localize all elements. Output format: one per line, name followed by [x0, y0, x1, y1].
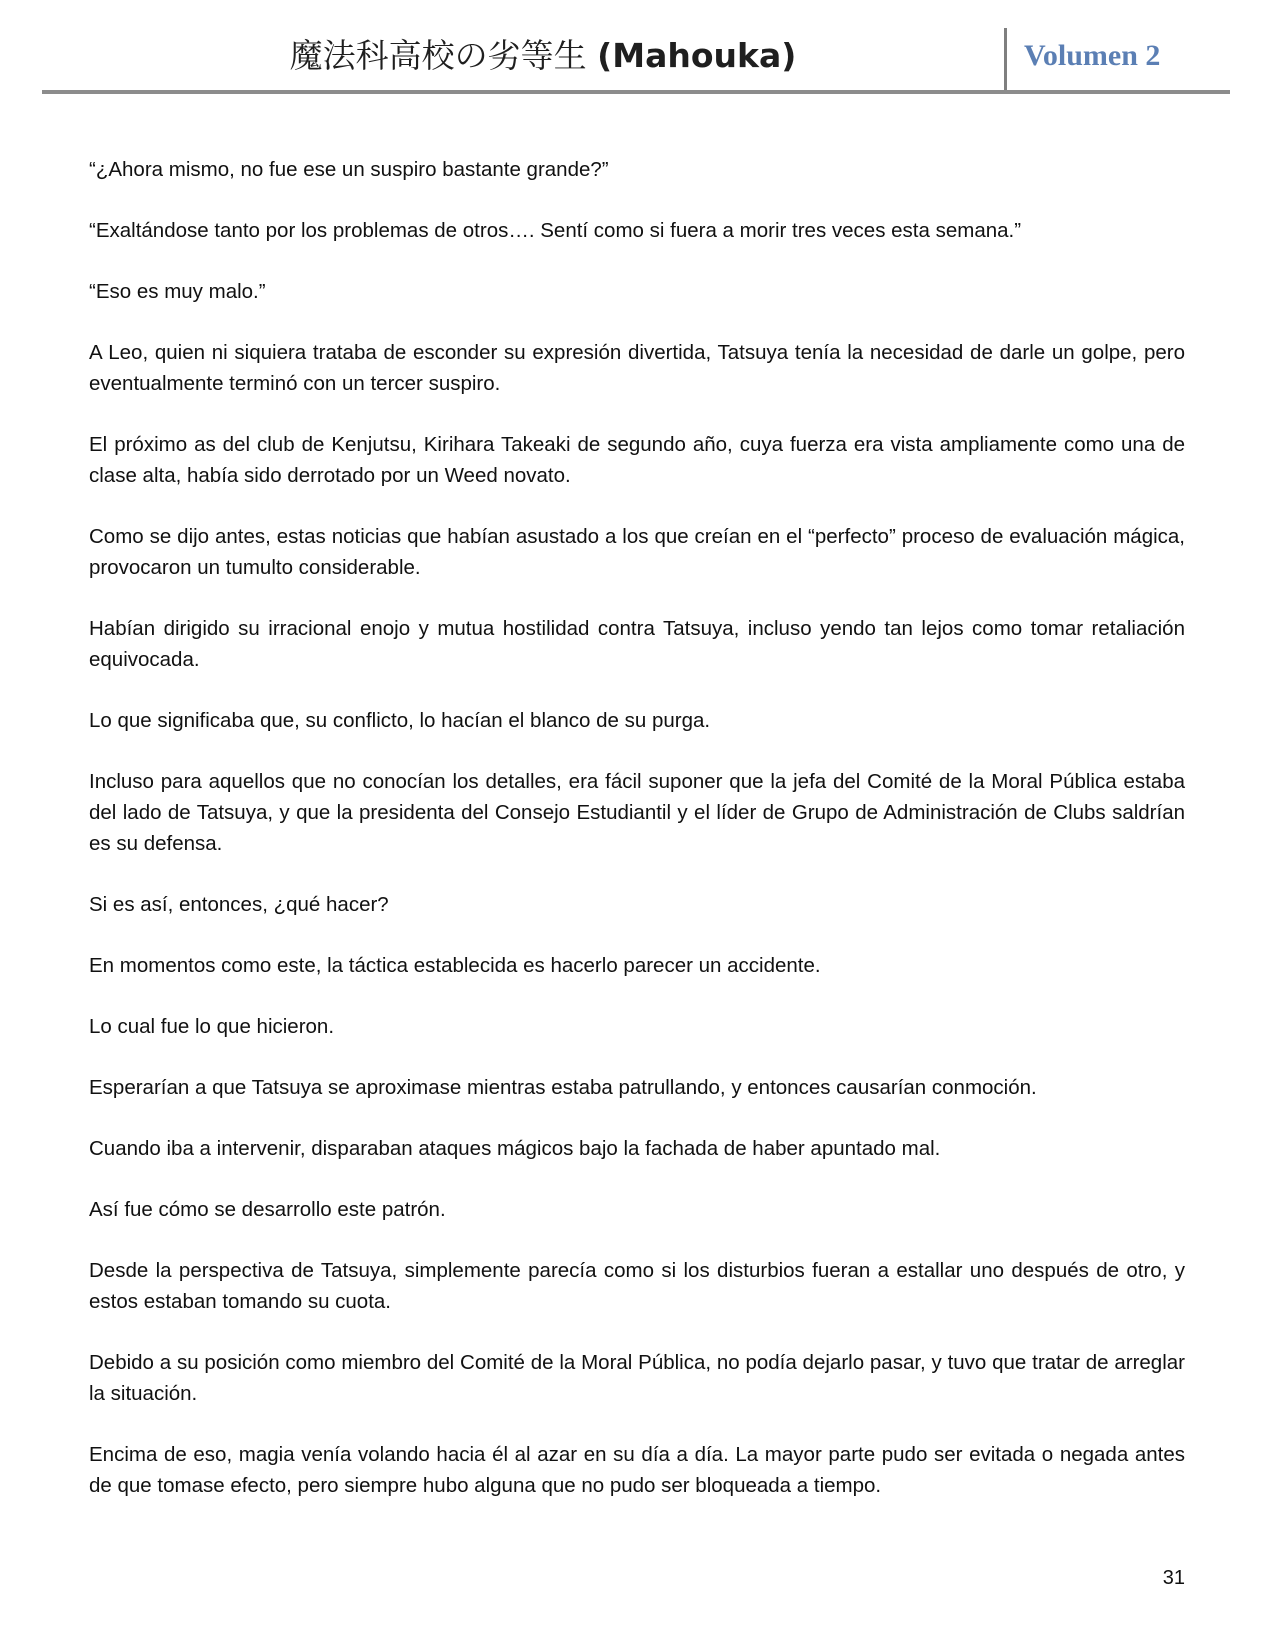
page-number: 31: [1162, 1567, 1185, 1589]
paragraph: Lo que significaba que, su conflicto, lo hacían el blanco de su purga.: [89, 709, 711, 732]
volume-label: Volumen 2: [1024, 39, 1161, 72]
paragraph: El próximo as del club de Kenjutsu, Kirihara Takeaki de segundo año, cuya fuerza era vista ampliamente como una de clase alta, había sido derrotado por un Weed novato.: [89, 433, 1185, 487]
paragraph: Habían dirigido su irracional enojo y mutua hostilidad contra Tatsuya, incluso yendo tan lejos como tomar retaliación equivocada.: [89, 617, 1185, 671]
paragraph: Desde la perspectiva de Tatsuya, simplemente parecía como si los disturbios fueran a estallar uno después de otro, y estos estaban tomando su cuota.: [89, 1259, 1185, 1313]
paragraph: Así fue cómo se desarrollo este patrón.: [89, 1198, 446, 1221]
book-title-romaji: (Mahouka): [597, 36, 797, 75]
paragraph: A Leo, quien ni siquiera trataba de esconder su expresión divertida, Tatsuya tenía la necesidad de darle un golpe, pero eventualmente terminó con un tercer suspiro.: [89, 341, 1185, 395]
paragraph: “Exaltándose tanto por los problemas de otros…. Sentí como si fuera a morir tres veces esta semana.”: [89, 219, 1022, 242]
header-rule: [42, 90, 1230, 94]
page-body: [89, 154, 1185, 1531]
book-title: [42, 34, 1044, 78]
paragraph: Si es así, entonces, ¿qué hacer?: [89, 893, 389, 916]
paragraph: Como se dijo antes, estas noticias que habían asustado a los que creían en el “perfecto” proceso de evaluación mágica, provocaron un tumulto considerable.: [89, 525, 1185, 579]
book-title-japanese: 魔法科高校の劣等生: [289, 36, 587, 75]
paragraph: “Eso es muy malo.”: [89, 280, 266, 303]
header-divider: [1004, 28, 1007, 92]
paragraph: Cuando iba a intervenir, disparaban ataques mágicos bajo la fachada de haber apuntado mal.: [89, 1137, 941, 1160]
paragraph: Esperarían a que Tatsuya se aproximase mientras estaba patrullando, y entonces causarían conmoción.: [89, 1076, 1037, 1099]
page-header: [42, 28, 1230, 92]
paragraph: En momentos como este, la táctica establecida es hacerlo parecer un accidente.: [89, 954, 821, 977]
paragraph: Lo cual fue lo que hicieron.: [89, 1015, 335, 1038]
paragraph: Debido a su posición como miembro del Comité de la Moral Pública, no podía dejarlo pasar, y tuvo que tratar de arreglar la situación.: [89, 1351, 1185, 1405]
paragraph: “¿Ahora mismo, no fue ese un suspiro bastante grande?”: [89, 158, 609, 181]
paragraph: Encima de eso, magia venía volando hacia él al azar en su día a día. La mayor parte pudo ser evitada o negada antes de que tomase efecto, pero siempre hubo alguna que no pudo ser bloqueada a tiempo.: [89, 1443, 1185, 1497]
paragraph: Incluso para aquellos que no conocían los detalles, era fácil suponer que la jefa del Comité de la Moral Pública estaba del lado de Tatsuya, y que la presidenta del Consejo Estudiantil y el líder de Grupo de Administración de Clubs saldrían es su defensa.: [89, 770, 1185, 855]
